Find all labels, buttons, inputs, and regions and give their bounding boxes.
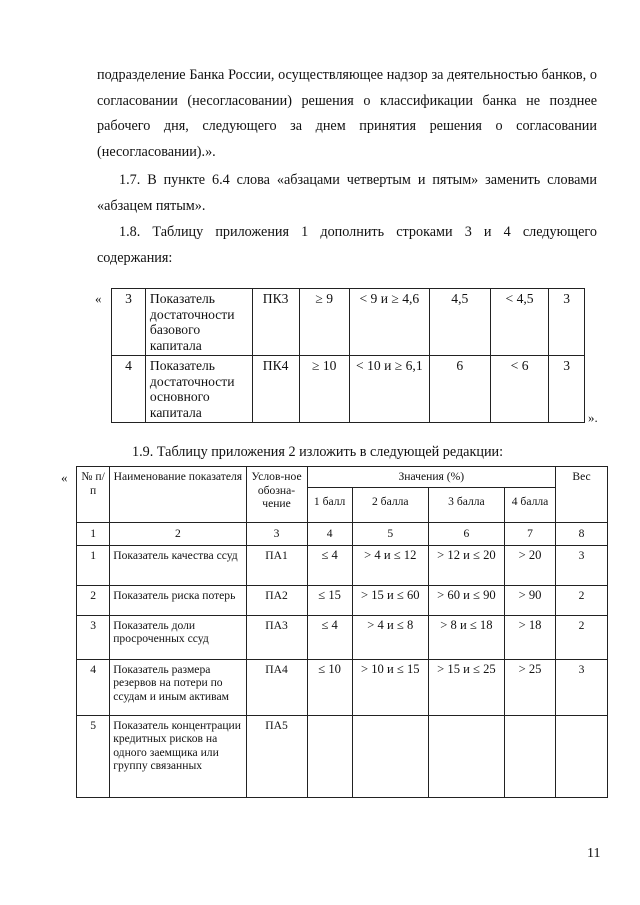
indicator-name: Показатель концентрации кредитных рисков на одного заемщика или группу связанных: [110, 715, 246, 797]
row-number: 2: [77, 585, 110, 615]
header-score-3: 3 балла: [428, 487, 504, 523]
header-values: Значения (%): [307, 467, 556, 488]
table-header-row: [77, 467, 608, 488]
paragraph-continuation: подразделение Банка России, осуществляющее надзор за деятельностью банков, о согласовании (несогласовании) решения о классификации банка не позднее рабочего дня, следующего за днем принятия решения о согласовании (несогласовании).».: [97, 67, 597, 160]
header-name: Наименование показателя: [110, 467, 246, 523]
header-score-4: 4 балла: [504, 487, 555, 523]
indicator-name: Показатель доли просроченных ссуд: [110, 615, 246, 659]
score-4-threshold: [504, 715, 555, 797]
table1-open-quote: «: [95, 291, 102, 306]
indicator-weight: [556, 715, 608, 797]
row-number: 3: [77, 615, 110, 659]
table2-open-quote: «: [61, 470, 68, 485]
score-1-threshold: [307, 715, 352, 797]
column-index: 3: [246, 523, 307, 546]
indicator-name: Показатель достаточности базового капитала: [145, 289, 252, 356]
score-1-threshold: ≤ 4: [307, 545, 352, 585]
threshold-value: 6: [429, 356, 490, 423]
score-4-threshold: > 18: [504, 615, 555, 659]
indicator-code: ПА4: [246, 659, 307, 715]
column-index: 5: [352, 523, 428, 546]
indicator-weight: 3: [556, 659, 608, 715]
threshold-range: < 9 и ≥ 4,6: [349, 289, 429, 356]
score-1-threshold: ≤ 15: [307, 585, 352, 615]
row-number: 4: [112, 356, 146, 423]
indicator-name: Показатель размера резервов на потери по ссудам и иным активам: [110, 659, 246, 715]
row-number: 1: [77, 545, 110, 585]
indicator-name: Показатель достаточности основного капитала: [145, 356, 252, 423]
table1-close-quote: ».: [588, 410, 598, 425]
indicator-weight: 2: [556, 585, 608, 615]
score-1-threshold: ≤ 10: [307, 659, 352, 715]
page-number: 11: [587, 846, 601, 861]
threshold-good: ≥ 10: [299, 356, 349, 423]
table-row: [77, 545, 608, 585]
indicator-code: ПА2: [246, 585, 307, 615]
score-4-threshold: > 20: [504, 545, 555, 585]
indicator-code: ПК3: [252, 289, 299, 356]
score-2-threshold: [352, 715, 428, 797]
score-2-threshold: > 4 и ≤ 8: [352, 615, 428, 659]
indicator-weight: 3: [549, 356, 585, 423]
table-row: [77, 585, 608, 615]
score-4-threshold: > 25: [504, 659, 555, 715]
table-row: [77, 659, 608, 715]
score-3-threshold: > 12 и ≤ 20: [428, 545, 504, 585]
threshold-value: 4,5: [429, 289, 490, 356]
column-index-row: [77, 523, 608, 546]
column-index: 7: [504, 523, 555, 546]
indicator-name: Показатель качества ссуд: [110, 545, 246, 585]
header-weight: Вес: [556, 467, 608, 523]
score-2-threshold: > 15 и ≤ 60: [352, 585, 428, 615]
header-score-1: 1 балл: [307, 487, 352, 523]
table-appendix-1-rows: [111, 288, 585, 423]
indicator-code: ПА3: [246, 615, 307, 659]
column-index: 1: [77, 523, 110, 546]
score-3-threshold: > 15 и ≤ 25: [428, 659, 504, 715]
column-index: 4: [307, 523, 352, 546]
paragraph-item-1-7: 1.7. В пункте 6.4 слова «абзацами четвертым и пятым» заменить словами «абзацем пятым».: [97, 172, 597, 214]
threshold-bad: < 6: [490, 356, 548, 423]
paragraph-item-1-8: 1.8. Таблицу приложения 1 дополнить строками 3 и 4 следующего содержания:: [97, 224, 597, 266]
table-appendix-2: [76, 466, 608, 798]
score-3-threshold: [428, 715, 504, 797]
row-number: 5: [77, 715, 110, 797]
table-row: [112, 289, 585, 356]
indicator-weight: 2: [556, 615, 608, 659]
header-code: Услов-ное обозна-чение: [246, 467, 307, 523]
indicator-code: ПК4: [252, 356, 299, 423]
indicator-name: Показатель риска потерь: [110, 585, 246, 615]
column-index: 2: [110, 523, 246, 546]
score-4-threshold: > 90: [504, 585, 555, 615]
score-2-threshold: > 10 и ≤ 15: [352, 659, 428, 715]
indicator-code: ПА1: [246, 545, 307, 585]
row-number: 3: [112, 289, 146, 356]
table-row: [77, 715, 608, 797]
score-3-threshold: > 60 и ≤ 90: [428, 585, 504, 615]
header-score-2: 2 балла: [352, 487, 428, 523]
indicator-weight: 3: [556, 545, 608, 585]
indicator-weight: 3: [549, 289, 585, 356]
threshold-bad: < 4,5: [490, 289, 548, 356]
column-index: 6: [428, 523, 504, 546]
score-2-threshold: > 4 и ≤ 12: [352, 545, 428, 585]
column-index: 8: [556, 523, 608, 546]
table-row: [77, 615, 608, 659]
threshold-range: < 10 и ≥ 6,1: [349, 356, 429, 423]
indicator-code: ПА5: [246, 715, 307, 797]
score-1-threshold: ≤ 4: [307, 615, 352, 659]
paragraph-item-1-9: 1.9. Таблицу приложения 2 изложить в следующей редакции:: [132, 444, 504, 460]
row-number: 4: [77, 659, 110, 715]
header-number: № п/п: [77, 467, 110, 523]
score-3-threshold: > 8 и ≤ 18: [428, 615, 504, 659]
threshold-good: ≥ 9: [299, 289, 349, 356]
table-row: [112, 356, 585, 423]
